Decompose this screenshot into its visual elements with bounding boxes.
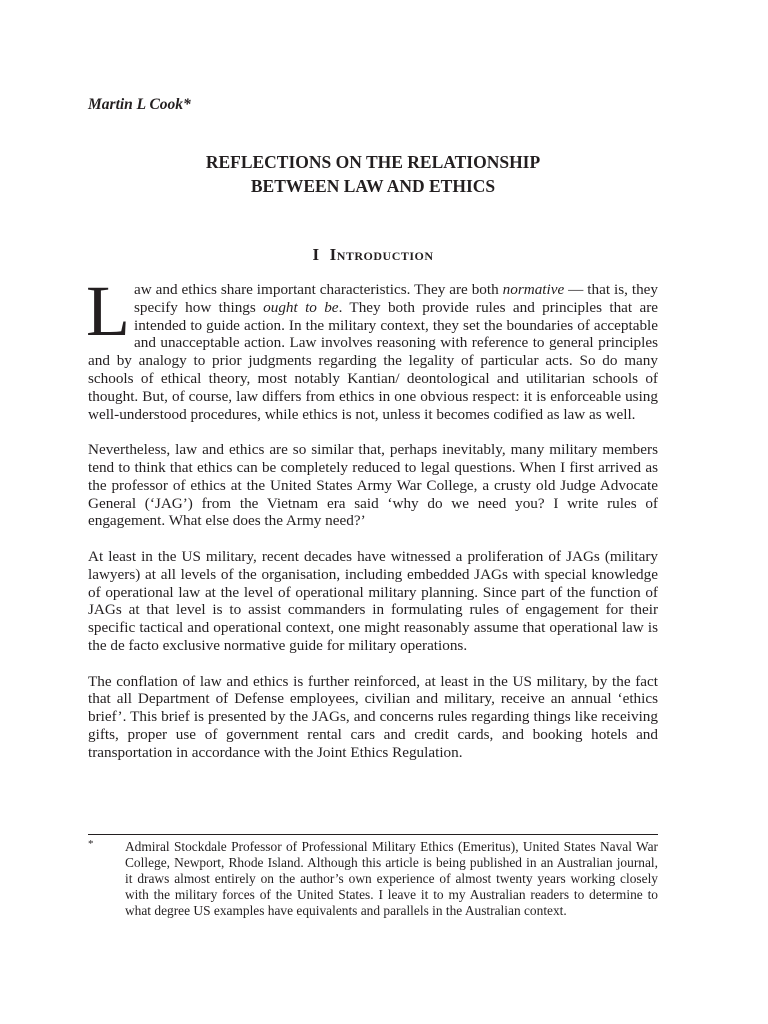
article-body: [86, 271, 659, 779]
section-title: Introduction: [329, 245, 434, 264]
drop-cap: L: [86, 271, 130, 351]
paragraph-3: At least in the US military, recent decades have witnessed a proliferation of JAGs (military lawyers) at all levels of the organisation, including embedded JAGs with special knowledge of operational law at the level of operational military planning. Since part of the function of JAGs at that level is to assist commanders in formulating rules of engagement for their specific tactical and operational context, one might reasonably assume that operational law is the de facto exclusive normative guide for military operations.: [88, 547, 658, 654]
author-name: Martin L Cook*: [88, 96, 191, 113]
paragraph-1-part-3: . They both provide rules and principles that are intended to guide action. In the military context, they set the boundaries of acceptable and unacceptable action. Law involves reasoning with reference to general principles and by analogy to prior judgments regarding the legality of particular acts. So do many schools of ethical theory, most notably Kantian/ deontological and utilitarian schools of thought. But, of course, law differs from ethics in one obvious respect: it is enforceable using well-understood procedures, while ethics is not, unless it becomes codified as law as well.: [88, 298, 659, 423]
paragraph-1: [86, 271, 659, 423]
footnote: [88, 839, 658, 919]
paragraph-1-part-1: aw and ethics share important characteristics. They are both: [133, 281, 503, 298]
title-line-1: REFLECTIONS ON THE RELATIONSHIP: [205, 152, 541, 172]
footnote-mark: *: [88, 838, 94, 850]
footnote-text: Admiral Stockdale Professor of Professional Military Ethics (Emeritus), United States Naval War College, Newport, Rhode Island. Although this article is being published in an Australian journal, it draws almost entirely on the author’s own experience of almost twenty years working closely with the military forces of the United States. I leave it to my Australian readers to determine to what degree US examples have equivalents and parallels in the Australian context.: [125, 839, 658, 918]
section-heading: [88, 245, 658, 266]
article-title: [88, 150, 658, 198]
footnote-divider: [88, 834, 658, 835]
emphasis-ought-to-be: ought to be: [263, 298, 339, 316]
title-line-2: BETWEEN LAW AND ETHICS: [250, 176, 496, 196]
paragraph-1-part-2: — that is, they specify how things: [133, 281, 658, 316]
paragraph-4: The conflation of law and ethics is further reinforced, at least in the US military, by the fact that all Department of Defense employees, civilian and military, receive an annual ‘ethics brief’. This brief is presented by the JAGs, and concerns rules regarding things like receiving gifts, proper use of government rental cars and credit cards, and booking hotels and transportation in accordance with the Joint Ethics Regulation.: [88, 672, 658, 761]
emphasis-normative: normative: [502, 281, 565, 298]
section-number: I: [312, 245, 320, 264]
paragraph-2: Nevertheless, law and ethics are so similar that, perhaps inevitably, many military members tend to think that ethics can be completely reduced to legal questions. When I first arrived as the professor of ethics at the United States Army War College, a crusty old Judge Advocate General (‘JAG’) from the Vietnam era said ‘why do we need you? I write rules of engagement. What else does the Army need?’: [88, 441, 658, 530]
